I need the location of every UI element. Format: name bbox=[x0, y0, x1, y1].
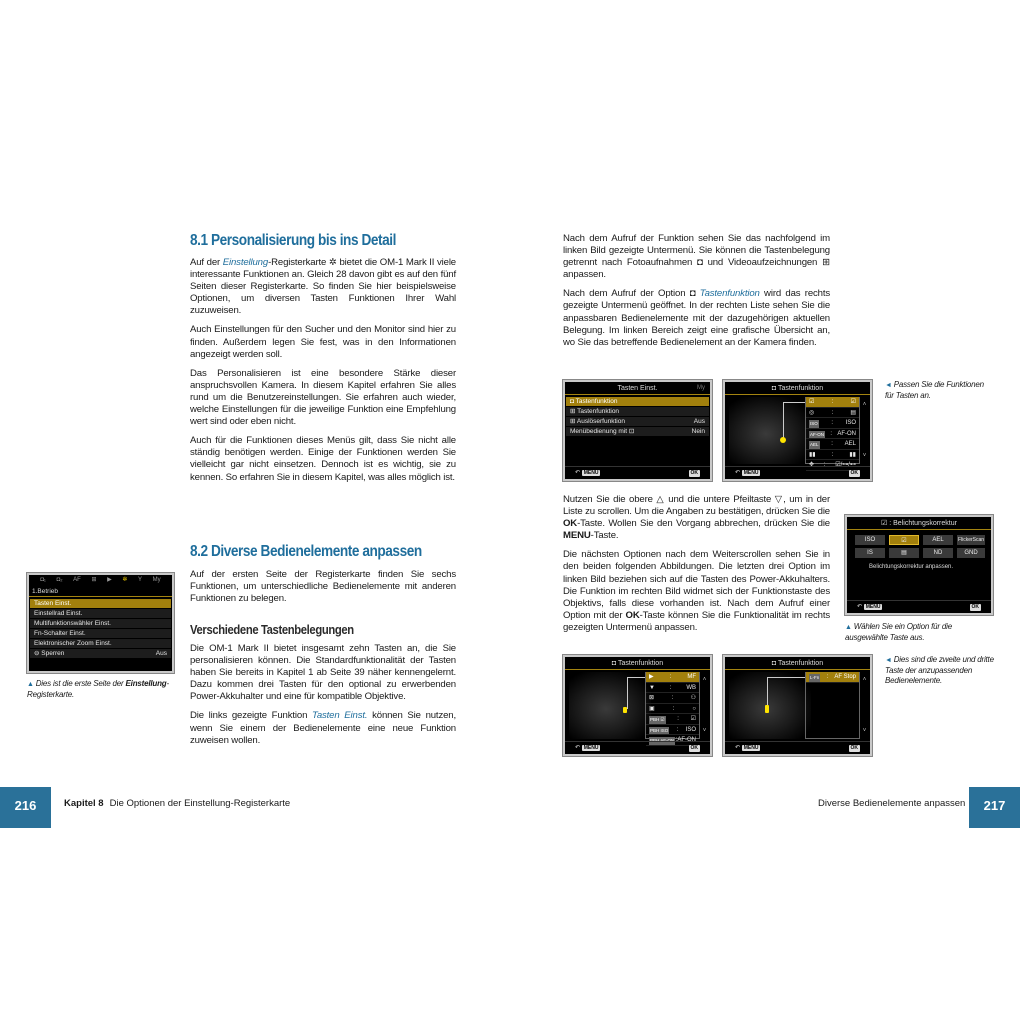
tab-shooting-1: ◘₁ bbox=[40, 577, 46, 583]
screen-belichtungskorrektur bbox=[845, 515, 993, 615]
menu-item-video-tastenfunktion: ⊞ Tastenfunktion bbox=[566, 407, 709, 417]
chapter-label: Kapitel 8 bbox=[64, 798, 104, 809]
list-item: ▼ : WB bbox=[646, 683, 699, 694]
page-number-right: 217 bbox=[969, 787, 1020, 828]
paragraph: Nach dem Aufruf der Funktion sehen Sie das nachfolgend im linken Bild gezeigte Untermenü. Sie können die Tastenbelegung getrennt nach Fotoaufnahmen ◘ und Videoaufzeichnungen ⊞ anpassen. bbox=[563, 233, 830, 281]
option-is: IS bbox=[855, 548, 885, 558]
list-item: ⊠ : ⚇ bbox=[646, 693, 699, 704]
back-icon: ↶ MENU bbox=[735, 745, 759, 751]
section-heading-8-2: 8.2 Diverse Bedienelemente anpassen bbox=[190, 543, 422, 560]
tab-playback: ▶ bbox=[107, 577, 112, 583]
paragraph: Die nächsten Optionen nach dem Weiterscrollen sehen Sie in den beiden folgenden Abbildungen. Die letzten drei Option im linken Bild beziehen sich auf die Tasten des Power-Akkuhalters. Die Funktion im rechten Bild widmet sich der Funktionstaste des Objektivs, falls diese vorhanden ist. Nach dem Aufruf einer Option mit der OK-Taste können Sie die Funktionalität im rechts gezeigten Untermenü anpassen. bbox=[563, 549, 831, 633]
paragraph: Auch Einstellungen für den Sucher und den Monitor sind hier zu finden. Außerdem legen Sie fest, was in den Informationen angezeigt werden soll. bbox=[190, 324, 456, 360]
subheading-tastenbelegungen: Verschiedene Tastenbelegungen bbox=[190, 623, 354, 637]
paragraph: Die links gezeigte Funktion Tasten Einst. können Sie nutzen, wenn Sie einem der Bedienelemente eine neue Funktion zuweisen wollen. bbox=[190, 710, 456, 746]
option-flickerscan: FlickerScan bbox=[957, 537, 985, 543]
list-item: ◎ : ▤ bbox=[806, 408, 859, 419]
menu-item-multifunktionswaehler: Multifunktionswähler Einst. bbox=[30, 619, 171, 629]
screen-footer bbox=[565, 741, 710, 754]
screen-title: Tasten Einst. My bbox=[565, 382, 710, 395]
back-icon: ↶ MENU bbox=[735, 470, 759, 476]
tab-settings-gear-icon: ✲ bbox=[122, 577, 128, 583]
list-item: PBH ☑ : ☑ bbox=[646, 714, 699, 725]
button-assignment-list bbox=[645, 672, 700, 743]
chevron-up-icon: ˄ bbox=[862, 677, 867, 683]
button-location-marker bbox=[623, 707, 627, 713]
menu-item-sperren: ⊖ Sperren Aus bbox=[30, 649, 171, 659]
screen-title: ◘ Tastenfunktion bbox=[565, 657, 710, 670]
list-item: ▣ : ○ bbox=[646, 704, 699, 715]
chevron-down-icon: ˅ bbox=[862, 728, 867, 734]
back-icon: ↶ MENU bbox=[575, 745, 599, 751]
chevron-up-icon: ˄ bbox=[702, 677, 707, 683]
caption-triangle-left-icon: ◄ bbox=[885, 382, 892, 389]
paragraph: Die OM-1 Mark II bietet insgesamt zehn Tasten an, die Sie personalisieren können. Die Standardfunktionalität der Tasten haben Sie bereits in Kapitel 1 ab Seite 39 näher kennengelernt. Dazu kommen drei Tasten für den optional zu erwerbenden Power-Akkuhalter und eine für kompatible Objektive. bbox=[190, 643, 456, 703]
paragraph: Auf der ersten Seite der Registerkarte finden Sie sechs Funktionen, um unterschiedliche Bedienelemente mit anderen Funktionen zu belegen. bbox=[190, 569, 456, 605]
page-number-left: 216 bbox=[0, 787, 51, 828]
paragraph: Nach dem Aufruf der Option ◘ Tastenfunktion wird das rechts gezeigte Untermenü geöffnet. In der rechten Liste sehen Sie die anpassbaren Bedienelemente mit der dazugehörigen aktuellen Belegung. Im linken Bereich zeigt eine grafische Übersicht an, wo Sie das betreffende Bedienelement an der Kamera finden. bbox=[563, 288, 831, 348]
screen-tastenfunktion-3 bbox=[723, 655, 872, 756]
screen-title: ◘ Tastenfunktion bbox=[725, 657, 870, 670]
button-location-marker bbox=[780, 437, 786, 443]
paragraph: Das Personalisieren ist eine besondere Stärke dieser anspruchsvollen Kamera. In diesem Kapitel erfahren Sie alles rund um die Benutzereinstellungen. Sie erfahren auch wieder, welche Einstellungen für die jeweilige Funktion eine Empfehlung wert sind oder eben nicht. bbox=[190, 367, 456, 428]
list-item: ▮▮ : ▮▮ bbox=[806, 450, 859, 461]
menu-item-photo-tastenfunktion: ◘ Tastenfunktion bbox=[566, 397, 709, 407]
scroll-indicator bbox=[862, 677, 867, 734]
screen-footer bbox=[847, 600, 991, 613]
figure-caption-2: ▲ Wählen Sie ein Option für die ausgewählte Taste aus. bbox=[845, 622, 952, 642]
paragraph: Auf der Einstellung-Registerkarte ✲ bietet die OM-1 Mark II viele interessante Funktionen an. Gleich 28 davon gibt es auf den fünf Seiten dieser Registerkarte. So finden Sie hier beispielsweise Optionen, um diversen Tasten Funktionen Ihrer Wahl zuzuweisen. bbox=[190, 257, 456, 317]
menu-item-tasten-einst: Tasten Einst. bbox=[30, 599, 171, 609]
scroll-indicator bbox=[702, 677, 707, 734]
tab-video: ⊞ bbox=[91, 577, 97, 583]
chapter-title: Die Optionen der Einstellung-Registerkarte bbox=[109, 798, 291, 809]
chevron-down-icon: ˅ bbox=[702, 728, 707, 734]
screen-footer bbox=[725, 466, 870, 479]
figure-caption-3: ◄ Dies sind die zweite und dritte Taste der anzupassenden Bedienelemente. bbox=[885, 655, 994, 685]
screen-tastenfunktion-1 bbox=[723, 380, 872, 481]
button-assignment-list bbox=[805, 397, 860, 468]
list-item: ISO : ISO bbox=[806, 418, 859, 429]
section-8-2-body bbox=[190, 569, 456, 612]
caption-triangle-icon: ▲ bbox=[845, 624, 852, 631]
screen-footer bbox=[565, 466, 710, 479]
back-icon: ↶ MENU bbox=[575, 470, 599, 476]
menu-tab-bar bbox=[29, 575, 172, 586]
term-einstellung: Einstellung bbox=[222, 257, 269, 268]
ok-icon: OK bbox=[850, 469, 858, 476]
ok-icon: OK bbox=[690, 469, 698, 476]
section-8-1-body bbox=[190, 257, 456, 491]
page-label: 1.Betrieb bbox=[29, 586, 172, 597]
caption-triangle-icon: ▲ bbox=[27, 681, 34, 688]
term-tastenfunktion: Tastenfunktion bbox=[699, 288, 760, 300]
list-item: PBH AF-ON : AF-ON bbox=[646, 735, 699, 746]
list-item: PBH ISO : ISO bbox=[646, 725, 699, 736]
option-nd: ND bbox=[923, 548, 953, 558]
list-item: ✥ : ☑/⊶/⊷ bbox=[806, 460, 859, 471]
figure-caption-1: ◄ Passen Sie die Funktionen für Tasten an. bbox=[885, 380, 984, 400]
running-footer-left bbox=[64, 798, 290, 809]
screen-title: ◘ Tastenfunktion bbox=[725, 382, 870, 395]
option-gnd: GND bbox=[957, 548, 985, 558]
term-tasten-einst: Tasten Einst. bbox=[312, 710, 368, 722]
section-heading-8-1: 8.1 Personalisierung bis ins Detail bbox=[190, 232, 396, 249]
screen-footer bbox=[725, 741, 870, 754]
list-item: AF-ON : AF-ON bbox=[806, 429, 859, 440]
list-item: ☑ : ☑ bbox=[806, 397, 859, 408]
option-exposure-comp: ☑ bbox=[889, 535, 919, 545]
camera-menu-screenshot bbox=[27, 573, 174, 673]
button-location-marker bbox=[765, 705, 769, 713]
option-drive: ▤ bbox=[889, 548, 919, 558]
paragraph: Auch für die Funktionen dieses Menüs gilt, dass Sie nicht alle ständig benötigen werden. Einige der Funktionen werden Sie vielleicht gar nicht einsetzen. Dennoch ist es wichtig, sie zu kennen. So erfahren Sie in diesem Kapitel, was alles möglich ist. bbox=[190, 435, 456, 483]
button-assignment-list bbox=[805, 672, 860, 739]
ok-icon: OK bbox=[971, 603, 979, 610]
menu-item-menuebedienung: Menübedienung mit ⊡ Nein bbox=[566, 427, 709, 437]
menu-item-einstellrad: Einstellrad Einst. bbox=[30, 609, 171, 619]
right-body-mid bbox=[563, 494, 830, 641]
screen-tasten-einst bbox=[563, 380, 712, 481]
chevron-up-icon: ˄ bbox=[862, 402, 867, 408]
figure-caption-menu: ▲ Dies ist die erste Seite der Einstellung-Registerkarte. bbox=[27, 679, 169, 699]
ok-icon: OK bbox=[850, 744, 858, 751]
menu-item-fn-schalter: Fn-Schalter Einst. bbox=[30, 629, 171, 639]
caption-triangle-left-icon: ◄ bbox=[885, 657, 892, 664]
tab-af: AF bbox=[73, 577, 81, 583]
chevron-down-icon: ˅ bbox=[862, 453, 867, 459]
section-8-2-body-2 bbox=[190, 643, 456, 754]
back-icon: ↶ MENU bbox=[857, 604, 881, 610]
screen-tastenfunktion-2 bbox=[563, 655, 712, 756]
tab-setup-wrench: Y bbox=[138, 577, 143, 583]
paragraph: Nutzen Sie die obere △ und die untere Pfeiltaste ▽, um in der Liste zu scrollen. Um die Angaben zu bestätigen, drücken Sie die OK-Taste. Wollen Sie den Vorgang abbrechen, drücken Sie die MENU-Taste. bbox=[563, 494, 830, 542]
option-iso: ISO bbox=[855, 535, 885, 545]
menu-item-elektronischer-zoom: Elektronischer Zoom Einst. bbox=[30, 639, 171, 649]
menu-item-ausloeserfunktion: ⊞ Auslöserfunktion Aus bbox=[566, 417, 709, 427]
tab-shooting-2: ◘₂ bbox=[56, 577, 63, 583]
tab-my-menu: My bbox=[152, 577, 161, 583]
option-description: Belichtungskorrektur anpassen. bbox=[869, 564, 954, 570]
screen-title: ☑ : Belichtungskorrektur bbox=[847, 517, 991, 530]
option-ael: AEL bbox=[923, 535, 953, 545]
scroll-indicator bbox=[862, 402, 867, 459]
running-footer-right: Diverse Bedienelemente anpassen bbox=[818, 798, 966, 809]
list-item: L-Fn : AF Stop bbox=[806, 672, 859, 683]
ok-icon: OK bbox=[690, 744, 698, 751]
list-item: ▶ : MF bbox=[646, 672, 699, 683]
list-item: AEL : AEL bbox=[806, 439, 859, 450]
right-body-top bbox=[563, 233, 830, 356]
